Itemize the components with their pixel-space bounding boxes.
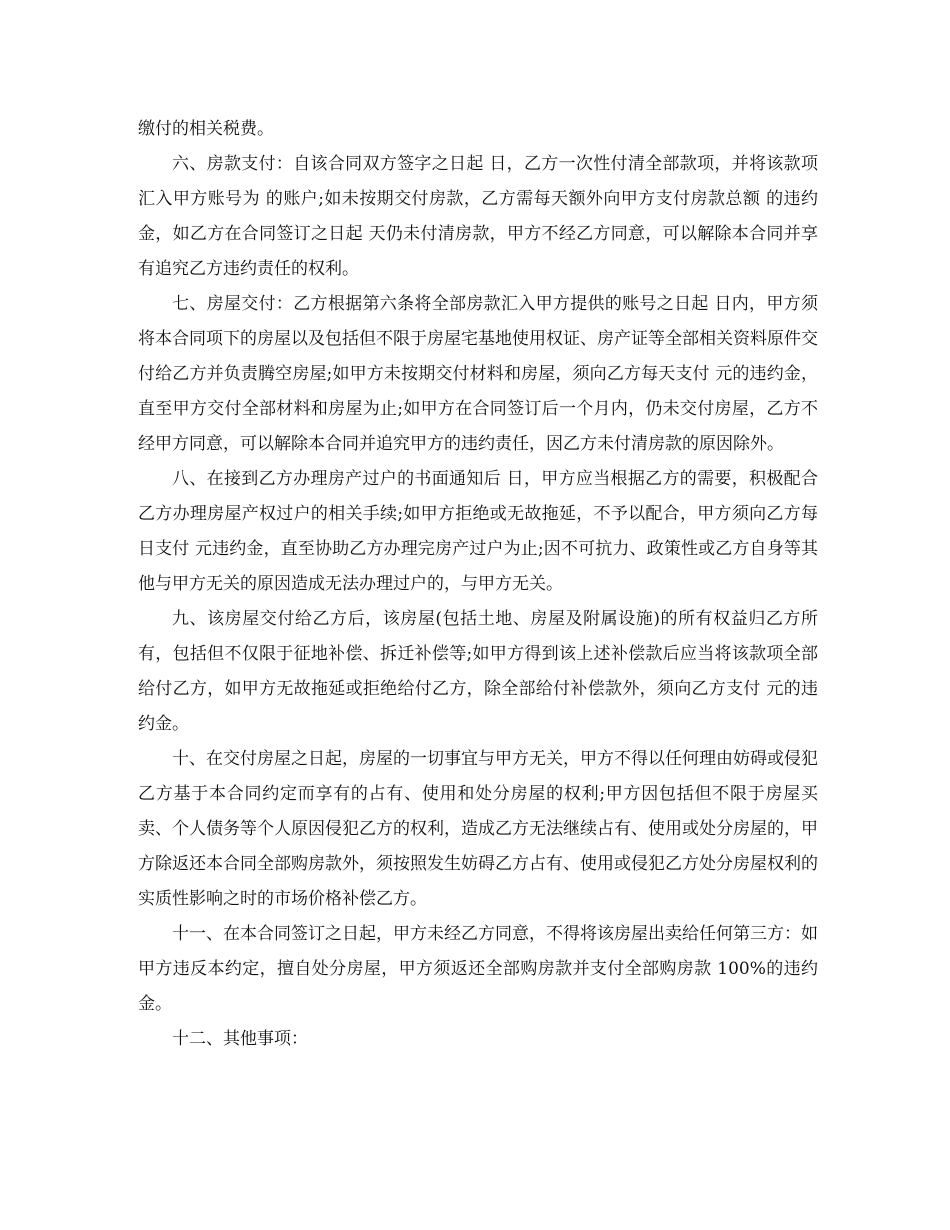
paragraph-clause-10-possession: 十、在交付房屋之日起，房屋的一切事宜与甲方无关，甲方不得以任何理由妨碍或侵犯乙方基于本合同约定而享有的占有、使用和处分房屋的权利;甲方因包括但不限于房屋买卖、个人债务等个人原因侵犯乙方的权利，造成乙方无法继续占有、使用或处分房屋的，甲方除返还本合同全部购房款外，须按照发生妨碍乙方占有、使用或侵犯乙方处分房屋权利的实质性影响之时的市场价格补偿乙方。 bbox=[138, 749, 818, 909]
paragraph-tax-continuation: 缴付的相关税费。 bbox=[138, 119, 274, 139]
paragraph-clause-11-resale: 十一、在本合同签订之日起，甲方未经乙方同意，不得将该房屋出卖给任何第三方：如甲方违反本约定，擅自处分房屋，甲方须返还全部购房款并支付全部购房款 100%的违约金。 bbox=[138, 924, 818, 1014]
paragraph-clause-6-payment: 六、房款支付：自该合同双方签字之日起 日，乙方一次性付清全部款项，并将该款项汇入甲方账号为 的账户;如未按期交付房款，乙方需每天额外向甲方支付房款总额 的违约金，如乙方在合同签订之日起 天仍未付清房款，甲方不经乙方同意，可以解除本合同并享有追究乙方违约责任的权利。 bbox=[138, 154, 818, 279]
paragraph-clause-9-rights: 九、该房屋交付给乙方后，该房屋(包括土地、房屋及附属设施)的所有权益归乙方所有，包括但不仅限于征地补偿、拆迁补偿等;如甲方得到该上述补偿款后应当将该款项全部给付乙方，如甲方无故拖延或拒绝给付乙方，除全部给付补偿款外，须向乙方支付 元的违约金。 bbox=[138, 609, 818, 734]
contract-page bbox=[138, 112, 818, 1057]
paragraph-clause-7-delivery: 七、房屋交付：乙方根据第六条将全部房款汇入甲方提供的账号之日起 日内，甲方须将本合同项下的房屋以及包括但不限于房屋宅基地使用权证、房产证等全部相关资料原件交付给乙方并负责腾空房屋;如甲方未按期交付材料和房屋，须向乙方每天支付 元的违约金，直至甲方交付全部材料和房屋为止;如甲方在合同签订后一个月内，仍未交付房屋，乙方不经甲方同意，可以解除本合同并追究甲方的违约责任，因乙方未付清房款的原因除外。 bbox=[138, 294, 818, 454]
paragraph-clause-8-transfer: 八、在接到乙方办理房产过户的书面通知后 日，甲方应当根据乙方的需要，积极配合乙方办理房屋产权过户的相关手续;如甲方拒绝或无故拖延，不予以配合，甲方须向乙方每日支付 元违约金，直至协助乙方办理完房产过户为止;因不可抗力、政策性或乙方自身等其他与甲方无关的原因造成无法办理过户的，与甲方无关。 bbox=[138, 469, 818, 594]
paragraph-clause-12-other: 十二、其他事项： bbox=[172, 1029, 308, 1049]
